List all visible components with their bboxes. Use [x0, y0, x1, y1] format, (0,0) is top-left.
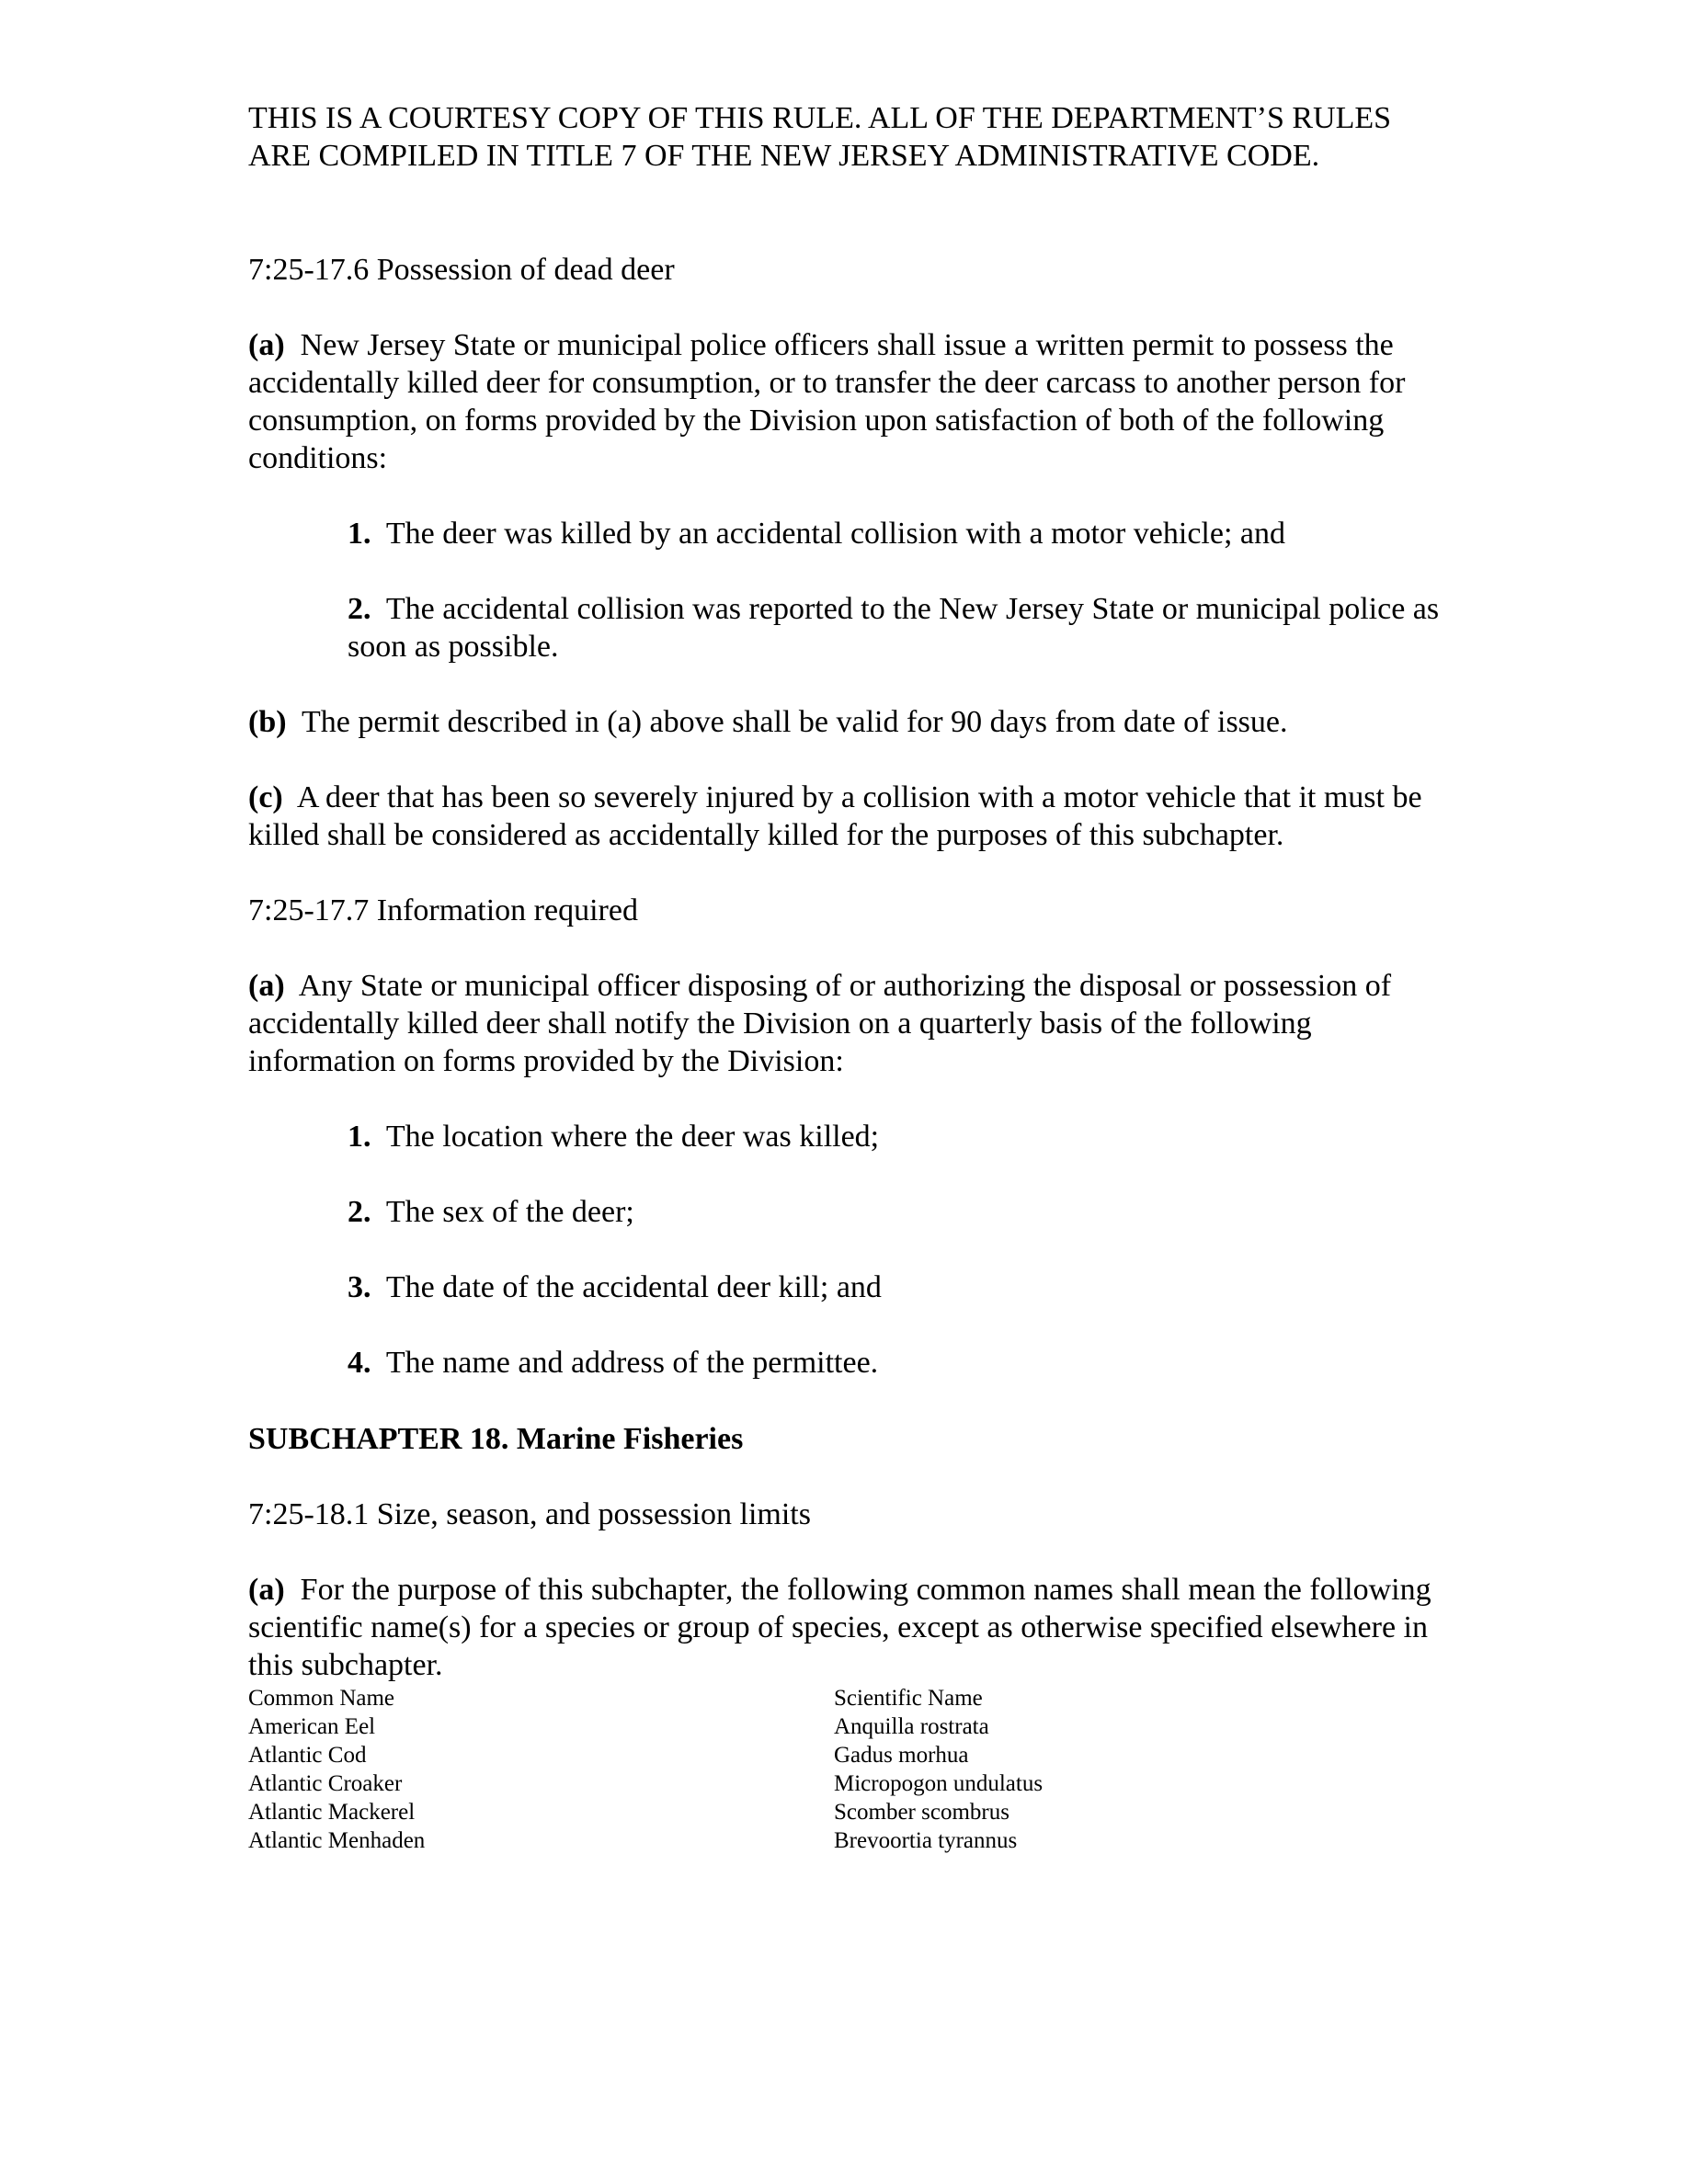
paragraph-text: Any State or municipal officer disposing of or authorizing the disposal or possession of accidentally killed deer shall notify the Division on a quarterly basis of the following information on forms provided by the Division: [248, 969, 1392, 1078]
list-item-text: The sex of the deer; [385, 1195, 634, 1229]
list-item [348, 1193, 1443, 1231]
column-header-common-name: Common Name [248, 1686, 395, 1711]
list-item [348, 515, 1443, 552]
scientific-name-cell: Gadus morhua [834, 1743, 969, 1768]
list-item-number: 1. [348, 517, 371, 551]
table-row [248, 1769, 1443, 1798]
paragraph-label: (a) [248, 969, 285, 1003]
common-name-cell: American Eel [248, 1714, 376, 1739]
list-item-number: 4. [348, 1346, 371, 1380]
list-item [348, 1118, 1443, 1155]
list-item-text: The date of the accidental deer kill; and [385, 1270, 882, 1304]
paragraph-17-6-c [248, 779, 1443, 854]
scientific-name-cell: Brevoortia tyrannus [834, 1828, 1018, 1853]
common-name-cell: Atlantic Menhaden [248, 1828, 426, 1853]
paragraph-text: A deer that has been so severely injured by a collision with a motor vehicle that it must be killed shall be considered as accidentally killed for the purposes of this subchapter. [248, 780, 1422, 852]
paragraph-17-7-a [248, 967, 1443, 1080]
list-item-number: 1. [348, 1120, 371, 1154]
document-page [248, 99, 1443, 1855]
list-item-text: The deer was killed by an accidental collision with a motor vehicle; and [385, 517, 1286, 551]
common-name-cell: Atlantic Cod [248, 1743, 367, 1768]
common-name-cell: Atlantic Mackerel [248, 1800, 416, 1825]
paragraph-label: (a) [248, 1573, 285, 1607]
list-item-text: The location where the deer was killed; [385, 1120, 880, 1154]
list-item [348, 1268, 1443, 1306]
paragraph-18-1-a [248, 1571, 1443, 1684]
paragraph-17-6-b [248, 703, 1443, 741]
paragraph-text: The permit described in (a) above shall be valid for 90 days from date of issue. [301, 705, 1288, 739]
list-item [348, 590, 1443, 665]
column-header-scientific-name: Scientific Name [834, 1686, 983, 1711]
paragraph-text: For the purpose of this subchapter, the following common names shall mean the following scientific name(s) for a species or group of species, except as otherwise specified elsewhere in this subchapter. [248, 1573, 1431, 1682]
paragraph-label: (c) [248, 780, 283, 814]
scientific-name-cell: Scomber scombrus [834, 1800, 1009, 1825]
table-row [248, 1798, 1443, 1826]
scientific-name-cell: Micropogon undulatus [834, 1771, 1044, 1796]
table-row [248, 1826, 1443, 1855]
paragraph-17-6-a [248, 326, 1443, 477]
list-item-number: 3. [348, 1270, 371, 1304]
paragraph-text: New Jersey State or municipal police officers shall issue a written permit to possess the accidentally killed deer for consumption, or to transfer the deer carcass to another person for consumption, on forms provided by the Division upon satisfaction of both of the following conditions: [248, 328, 1406, 475]
section-heading-17-6: 7:25-17.6 Possession of dead deer [248, 253, 675, 287]
common-name-cell: Atlantic Croaker [248, 1771, 403, 1796]
list-item-number: 2. [348, 1195, 371, 1229]
list-item-number: 2. [348, 592, 371, 626]
section-heading-17-7: 7:25-17.7 Information required [248, 893, 638, 927]
subchapter-heading: SUBCHAPTER 18. Marine Fisheries [248, 1422, 744, 1456]
table-row [248, 1741, 1443, 1769]
paragraph-label: (a) [248, 328, 285, 362]
species-names-table [248, 1684, 1443, 1855]
list-item-text: The accidental collision was reported to the New Jersey State or municipal police as soon as possible. [348, 592, 1440, 664]
list-item [348, 1344, 1443, 1382]
table-row [248, 1712, 1443, 1741]
list-item-text: The name and address of the permittee. [385, 1346, 879, 1380]
courtesy-notice: THIS IS A COURTESY COPY OF THIS RULE. ALL OF THE DEPARTMENT’S RULES ARE COMPILED IN TITLE 7 OF THE NEW JERSEY ADMINISTRATIVE CODE. [248, 101, 1392, 173]
section-heading-18-1: 7:25-18.1 Size, season, and possession limits [248, 1497, 811, 1531]
scientific-name-cell: Anquilla rostrata [834, 1714, 989, 1739]
table-header-row [248, 1684, 1443, 1712]
paragraph-label: (b) [248, 705, 287, 739]
